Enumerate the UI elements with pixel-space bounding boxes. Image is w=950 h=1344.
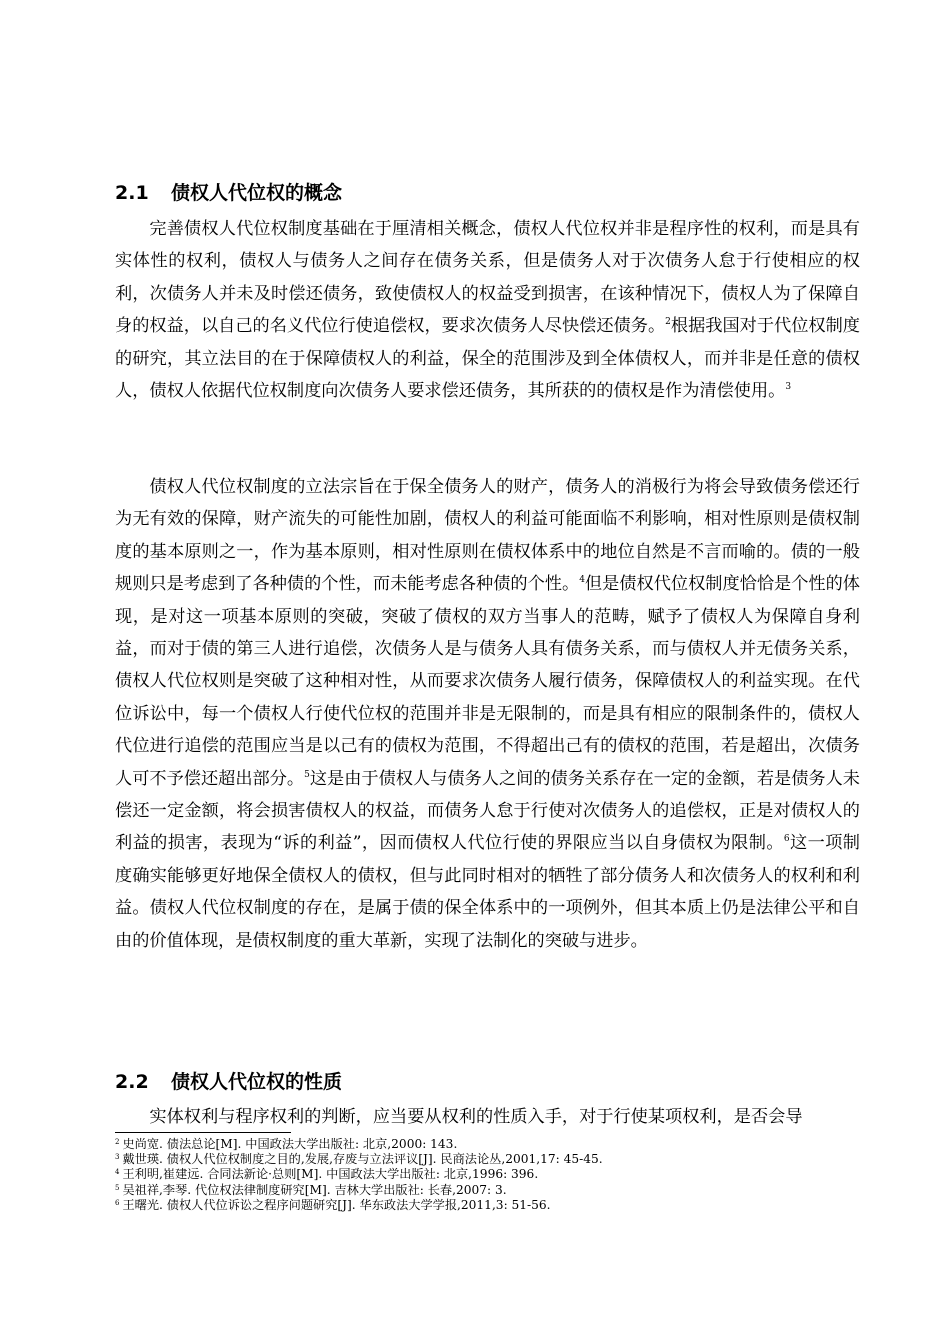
footnote-text: 王曙光. 债权人代位诉讼之程序问题研究[J]. 华东政法大学学报,2011,3: 51-56. xyxy=(122,1197,551,1212)
footnote xyxy=(115,1137,860,1152)
paragraph-text: 实体权利与程序权利的判断，应当要从权利的性质入手，对于行使某项权利，是否会导 xyxy=(149,1107,803,1127)
paragraph-text: 债权人代位权制度的立法宗旨在于保全债务人的财产，债务人的消极行为将会导致债务偿还行为无有效的保障，财产流失的可能性加剧，债权人的利益可能面临不利影响，相对性原则是债权制度的基本原则之一，作为基本原则，相对性原则在债权体系中的地位自然是不言而喻的。债的一般规则只是考虑到了各种债的个性，而未能考虑各种债的个性。 xyxy=(115,477,860,595)
footnote-ref[interactable]: 2 xyxy=(665,317,671,328)
footnote xyxy=(115,1198,860,1213)
section-title: 债权人代位权的概念 xyxy=(171,182,343,204)
footnote-text: 戴世瑛. 债权人代位权制度之目的,发展,存废与立法评议[J]. 民商法论丛,2001,17: 45-45. xyxy=(122,1152,603,1167)
paragraph-text: 根据我国对于代位权制度的研究，其立法目的在于保障债权人的利益，保全的范围涉及到全体债权人，而并非是任意的债权人，债权人依据代位权制度向次债务人要求偿还债务，其所获的的债权是作为清偿使用。 xyxy=(115,316,860,402)
footnote-mark: 5 xyxy=(115,1183,120,1192)
paragraph-text: 但是债权代位权制度恰恰是个性的体现，是对这一项基本原则的突破，突破了债权的双方当事人的范畴，赋予了债权人为保障自身利益，而对于债的第三人进行追偿，次债务人是与债务人具有债务关系，而与债权人并无债务关系，债权人代位权则是突破了这种相对性，从而要求次债务人履行债务，保障债权人的利益实现。在代位诉讼中，每一个债权人行使代位权的范围并非是无限制的，而是具有相应的限制条件的，债权人代位进行追偿的范围应当是以己有的债权为范围，不得超出己有的债权的范围，若是超出，次债务人可不予偿还超出部分。 xyxy=(115,574,860,789)
footnote-text: 吴祖祥,李琴. 代位权法律制度研究[M]. 吉林大学出版社: 长春,2007: 3. xyxy=(122,1182,507,1197)
footnote-text: 王利明,崔建远. 合同法新论·总则[M]. 中国政法大学出版社: 北京,1996: 396. xyxy=(122,1167,539,1182)
footnote-ref[interactable]: 4 xyxy=(579,575,585,586)
section-title: 债权人代位权的性质 xyxy=(171,1071,343,1093)
footnote-mark: 4 xyxy=(115,1168,120,1177)
footnote-mark: 3 xyxy=(115,1153,120,1162)
footnotes xyxy=(115,1137,860,1213)
footnote xyxy=(115,1183,860,1198)
paragraph-purpose xyxy=(115,471,860,957)
footnote-ref[interactable]: 5 xyxy=(304,769,310,780)
paragraph-text: 这是由于债权人与债务人之间的债务关系存在一定的金额，若是债务人未偿还一定金额，将会损害债权人的权益，而债务人怠于行使对次债务人的追偿权，正是对债权人的利益的损害，表现为“诉的利益”，因而债权人代位行使的界限应当以自身债权为限制。 xyxy=(115,768,860,854)
footnote-mark: 2 xyxy=(115,1138,120,1146)
footnote xyxy=(115,1167,860,1182)
section-number: 2.1 xyxy=(115,182,149,204)
footnote-mark: 6 xyxy=(115,1198,120,1207)
paragraph-concept xyxy=(115,213,860,407)
paragraph-text: 完善债权人代位权制度基础在于厘清相关概念，债权人代位权并非是程序性的权利，而是具有实体性的权利，债权人与债务人之间存在债务关系，但是债务人对于次债务人怠于行使相应的权利，次债务人并未及时偿还债务，致使债权人的权益受到损害，在该种情况下，债权人为了保障自身的权益，以自己的名义代位行使追偿权，要求次债务人尽快偿还债务。 xyxy=(115,219,860,337)
footnote-ref[interactable]: 6 xyxy=(783,834,790,845)
section-number: 2.2 xyxy=(115,1071,149,1093)
paragraph-text: 这一项制度确实能够更好地保全债权人的债权，但与此同时相对的牺牲了部分债务人和次债务人的权利和利益。债权人代位权制度的存在，是属于债的保全体系中的一项例外，但其本质上仍是法律公平和自由的价值体现，是债权制度的重大革新，实现了法制化的突破与进步。 xyxy=(115,833,860,951)
paragraph-nature xyxy=(115,1101,860,1133)
section-heading-2-1 xyxy=(115,180,342,206)
section-heading-2-2 xyxy=(115,1069,342,1095)
footnote-separator xyxy=(115,1132,291,1133)
footnote-text: 史尚宽. 债法总论[M]. 中国政法大学出版社: 北京,2000: 143. xyxy=(122,1137,458,1151)
footnote xyxy=(115,1152,860,1167)
footnote-ref[interactable]: 3 xyxy=(785,382,792,393)
